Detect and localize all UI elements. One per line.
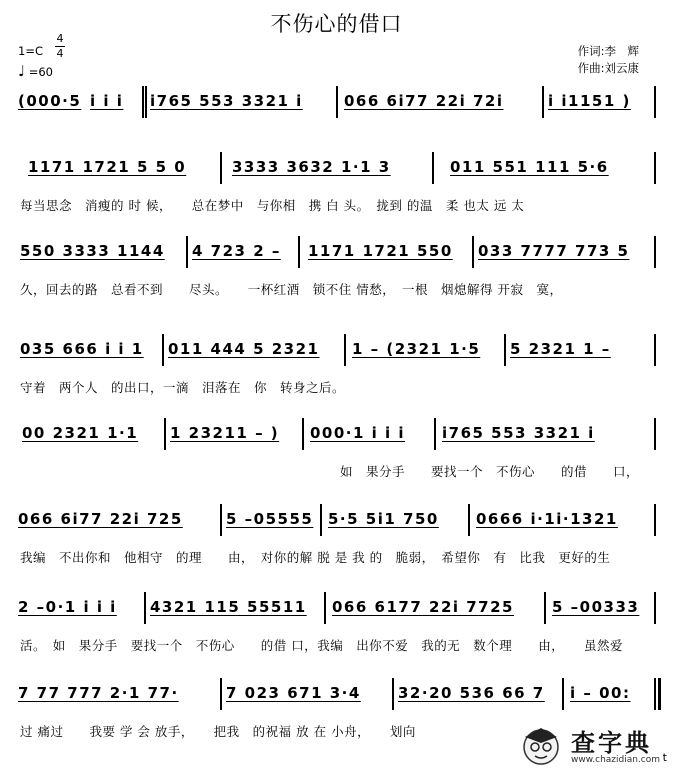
measure: i765 553 3321 i <box>442 424 595 442</box>
measure: 000·1 i i i <box>310 424 406 442</box>
lyrics: 活。 如 果分手 要找一个 不伤心 的借 口，我编 出你不爱 我的无 数个理 由， 虽然爱 <box>20 638 623 653</box>
barline <box>142 86 144 118</box>
barline <box>472 236 474 268</box>
tempo-value: =60 <box>28 65 54 79</box>
barline <box>164 418 166 450</box>
time-signature-top: 4 <box>56 32 64 45</box>
measure: 5 2321 1 – <box>510 340 611 358</box>
measure: 3333 3632 1·1 3 <box>232 158 391 176</box>
measure: 4321 115 55511 <box>150 598 307 616</box>
measure: i i1151 ) <box>548 92 631 110</box>
measure: 2 –0·1 i i i <box>18 598 117 616</box>
barline <box>504 334 506 366</box>
measure: 033 7777 773 5 <box>478 242 630 260</box>
measure: 4 723 2 – <box>192 242 281 260</box>
measure: 011 444 5 2321 <box>168 340 320 358</box>
measure: 550 3333 1144 <box>20 242 165 260</box>
quarter-note-icon: ♩ <box>18 62 26 80</box>
measure: 7 023 671 3·4 <box>226 684 361 702</box>
watermark <box>515 721 665 771</box>
measure: 066 6i77 22i 72i <box>344 92 504 110</box>
barline <box>654 152 656 184</box>
barline <box>302 418 304 450</box>
lyrics: 我编 不出你和 他相守 的理 由， 对你的解 脱 是 我 的 脆弱， 希望你 有 比我 更好的生 <box>20 550 611 565</box>
barline <box>344 334 346 366</box>
composer: 作曲:刘云康 <box>577 61 639 75</box>
barline <box>542 86 544 118</box>
measure: 5 –05555 <box>226 510 314 528</box>
time-signature <box>55 33 65 60</box>
barline <box>336 86 338 118</box>
measure: 00 2321 1·1 <box>22 424 139 442</box>
barline <box>144 592 146 624</box>
page-title: 不伤心的借口 <box>270 12 403 36</box>
barline <box>432 152 434 184</box>
barline <box>220 504 222 536</box>
barline <box>654 86 656 118</box>
measure: 066 6i77 22i 725 <box>18 510 183 528</box>
measure: 011 551 111 5·6 <box>450 158 609 176</box>
barline <box>654 236 656 268</box>
final-barline <box>658 678 661 710</box>
lyrics: 过 痛过 我要 学 会 放手， 把我 的祝福 放 在 小舟， 划向 <box>20 724 416 739</box>
measure: 7 77 777 2·1 77· <box>18 684 179 702</box>
measure: (000·5 <box>18 92 82 110</box>
lyrics: 如 果分手 要找一个 不伤心 的借 口， <box>340 464 640 479</box>
measure: 5 –00333 <box>552 598 640 616</box>
barline <box>162 334 164 366</box>
measure: i765 553 3321 i <box>150 92 303 110</box>
watermark-url: www.chazidian.com <box>571 755 661 765</box>
notation <box>14 334 662 362</box>
lyrics: 守着 两个人 的出口，一滴 泪落在 你 转身之后。 <box>20 380 346 395</box>
measure: 1 23211 – ) <box>170 424 280 442</box>
measure: 32·20 536 66 7 <box>398 684 545 702</box>
barline <box>186 236 188 268</box>
barline <box>320 504 322 536</box>
measure: 1 – (2321 1·5 <box>352 340 481 358</box>
lyrics: 久，回去的路 总看不到 尽头。 一杯红酒 锁不住 情愁， 一根 烟熄解得 开寂 寞， <box>20 282 563 297</box>
measure: 066 6177 22i 7725 <box>332 598 514 616</box>
barline <box>324 592 326 624</box>
measure: 1171 1721 5 5 0 <box>28 158 187 176</box>
barline <box>654 418 656 450</box>
key-signature: 1=C <box>18 44 43 58</box>
barline <box>468 504 470 536</box>
barline <box>654 504 656 536</box>
barline <box>220 152 222 184</box>
measure: 035 666 i i 1 <box>20 340 144 358</box>
lyrics: 每当思念 消瘦的 时 候， 总在梦中 与你相 携 白 头。 拢到 的温 柔 也太 远 太 <box>20 198 525 213</box>
notation <box>14 86 662 114</box>
watermark-suffix: t <box>662 751 667 764</box>
barline <box>392 678 394 710</box>
notation <box>14 236 662 264</box>
notation <box>14 152 662 180</box>
notation <box>14 504 662 532</box>
tempo-marking <box>18 62 53 80</box>
barline <box>434 418 436 450</box>
barline <box>145 86 147 118</box>
barline <box>298 236 300 268</box>
measure: 1171 1721 550 <box>308 242 453 260</box>
barline <box>220 678 222 710</box>
notation <box>14 418 662 446</box>
barline <box>654 334 656 366</box>
measure: 0666 i·1i·1321 <box>476 510 618 528</box>
barline <box>654 678 656 710</box>
barline <box>562 678 564 710</box>
notation <box>14 678 662 706</box>
barline <box>544 592 546 624</box>
watermark-brand: 查字典 <box>571 729 652 757</box>
measure: i i i <box>90 92 124 110</box>
measure: i – 00: <box>570 684 631 702</box>
measure: 5·5 5i1 750 <box>328 510 439 528</box>
mascot-logo-icon <box>519 723 563 767</box>
notation <box>14 592 662 620</box>
barline <box>654 592 656 624</box>
time-signature-bottom: 4 <box>56 47 64 60</box>
lyricist: 作词:李 辉 <box>577 44 639 58</box>
